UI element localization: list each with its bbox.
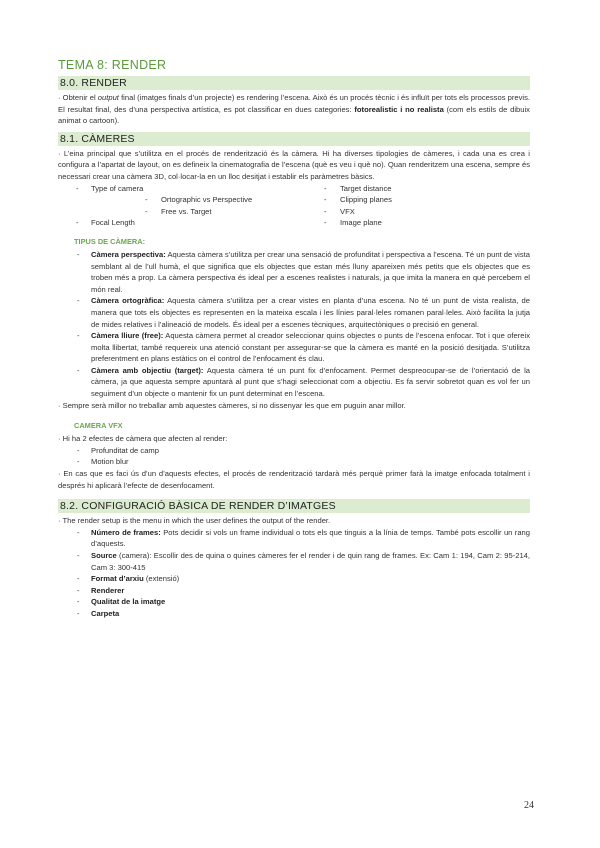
list-item: - Càmera lliure (free): Aquesta càmera permet al creador seleccionar quins objectes o punts de l’escena enfocar. Tot i que ofereix molta llibertat, també requereix una atenció constant per assegurar-se que la càmera es manté en la posició desitjada. S’utilitza preferentment en plans estàtics on el control de l’enfocament és clau. (58, 330, 530, 365)
list-item: - Type of camera - Ortographic vs Perspective - Free vs. Target (58, 183, 320, 218)
list-item: - Carpeta (58, 608, 530, 620)
list-item: - Clipping planes (320, 194, 530, 206)
paragraph-vfx-intro: · Hi ha 2 efectes de càmera que afecten al render: (58, 434, 228, 444)
list-item: - Image plane (320, 217, 530, 229)
list-item: - Target distance (320, 183, 530, 195)
list-item: - Format d’arxiu (extensió) (58, 573, 530, 585)
list-item: - Número de frames: Pots decidir si vols un frame individual o tots els que tinguis a la línia de temps. També pots escollir un rang d’aquests. (58, 527, 530, 550)
paragraph-render-setup: · The render setup is the menu in which the user defines the output of the render. (58, 516, 331, 526)
list-item: - Càmera perspectiva: Aquesta càmera s’utilitza per crear una sensació de profunditat i perspectiva a l’escena. Té un punt de vista semblant al de l’ull humà, el que significa que els objectes que estan més lluny apareixen més petits que els objectes que es troben més a prop. La càmera perspectiva és ideal per a escenes realistes i naturals, ja que imita la manera en què percebem el món real. (58, 249, 530, 295)
list-item: - Renderer (58, 585, 530, 597)
list-item: - VFX (320, 206, 530, 218)
sub-list-item: - Ortographic vs Perspective (91, 194, 320, 206)
list-item: - Source (camera): Escollir des de quina o quines càmeres fer el render i de quin rang de frames. Ex: Cam 1: 194, Cam 2: 95-214, Cam 3: 300-415 (58, 550, 530, 573)
page-number: 24 (524, 800, 534, 811)
list-item: - Motion blur (58, 456, 530, 468)
subheading-camera-vfx: CAMERA VFX (74, 421, 123, 431)
camera-types-list (58, 249, 530, 400)
list-item: - Càmera ortogràfica: Aquesta càmera s’utilitza per a crear vistes en planta d’una escena. No té un punt de vista realista, de manera que tots els objectes es representen en la mateixa escala i les línies paral·leles romanen paral·leles. Això facilita la jutja de mides relatives i l’alineació de models. És ideal per a escenes tècniques, arquitectòniques o precisió en general. (58, 295, 530, 330)
sub-list-item: - Free vs. Target (91, 206, 320, 218)
list-item: - Càmera amb objectiu (target): Aquesta càmera té un punt fix d’enfocament. Permet despreocupar-se de l’orientació de la càmera, ja que aquesta sempre apuntarà al punt que s’hagi seleccionat com a objectiu. Es fa servir sobretot quan es vol fer un seguiment d’un objecte o mantenir fix un punt determinat en l’escena. (58, 365, 530, 400)
paragraph-camera-advice: · Sempre serà millor no treballar amb aquestes càmeres, si no dissenyar les que em puguin anar millor. (58, 400, 406, 410)
document-page (58, 58, 530, 620)
render-config-list (58, 527, 530, 620)
chapter-title: TEMA 8: RENDER (58, 58, 167, 72)
list-item: - Qualitat de la imatge (58, 596, 530, 608)
parameters-columns (58, 183, 530, 229)
list-item: - Profunditat de camp (58, 445, 530, 457)
vfx-list (58, 445, 530, 468)
paragraph-vfx-note: · En cas que es faci ús d’un d’aquests efectes, el procés de renderització tardarà més perquè primer farà la imatge enfocada totalment i després hi aplicarà l’efecte de desenfocament. (58, 469, 530, 490)
parameters-right (320, 183, 530, 229)
paragraph-cameres-intro: · L’eina principal que s’utilitza en el procés de renderització és la càmera. Hi ha diverses tipologies de càmeres, i cada una es crea i configura a l’apartat de layout, on es defineix la cinematografia de l’escena (què es veu i què no). Quan renderitzem una escena, sempre és necessari crear una càmera 3D, col·locar-la en un lloc desitjat i establir els paràmetres bàsics. (58, 148, 530, 181)
parameters-left (58, 183, 320, 229)
section-heading-render: 8.0. RENDER (58, 76, 530, 90)
paragraph-render-intro: · Obtenir el output final (imatges finals d’un projecte) es rendering l’escena. Això és un procés tècnic i és influït per tots els processos previs. El resultat final, des d’una perspectiva artística, es pot classificar en dues categories: fotorealistic i no realista (com els estils de dibuix animat o cartoon). (58, 93, 531, 126)
section-heading-render-config: 8.2. CONFIGURACIÓ BÀSICA DE RENDER D’IMATGES (58, 499, 530, 513)
list-item: - Focal Length (58, 217, 320, 229)
subheading-camera-types: TIPUS DE CÀMERA: (74, 236, 146, 246)
section-heading-cameres: 8.1. CÀMERES (58, 132, 530, 146)
